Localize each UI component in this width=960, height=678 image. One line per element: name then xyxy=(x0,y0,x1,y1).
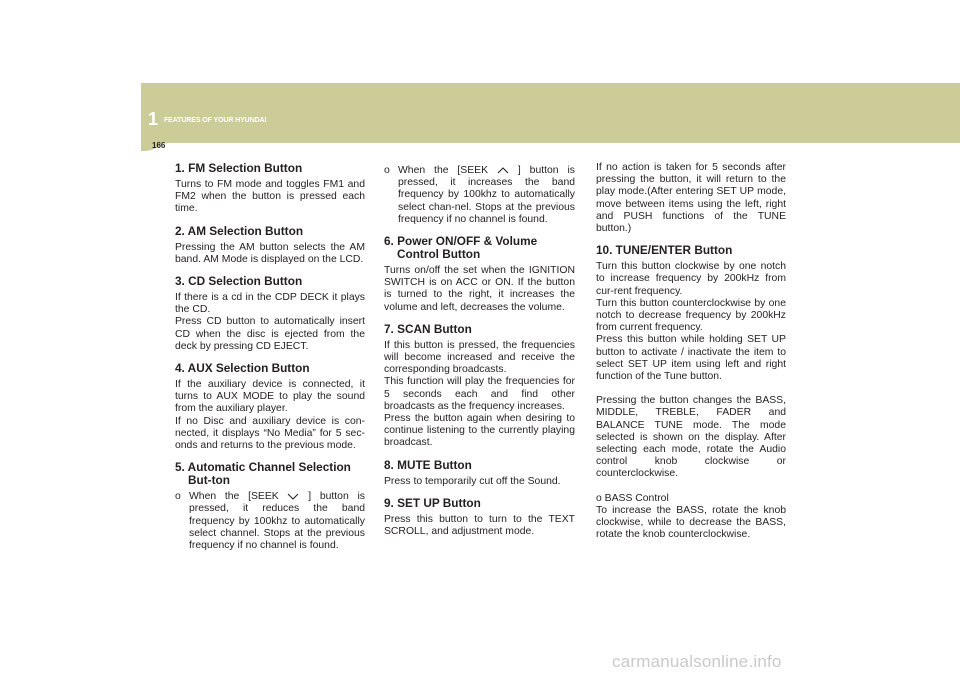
column-2 xyxy=(384,165,575,538)
scan-text-2: This function will play the frequencies for 5 seconds each and find other broadcasts as the frequency increases. xyxy=(384,376,575,412)
column-3 xyxy=(596,162,786,541)
scan-text: If this button is pressed, the frequencies will become increased and receive the corresponding broadcasts. xyxy=(384,339,575,376)
mute-text: Press to temporarily cut off the Sound. xyxy=(384,475,561,487)
fm-text: Turns to FM mode and toggles FM1 and FM2 when the button is pressed each time. xyxy=(175,179,365,215)
bullet-marker: o xyxy=(175,491,181,503)
power-text: Turns on/off the set when the IGNITION SWITCH is on ACC or ON. If the button is turned to the right, it increases the volume and left, decreases the volume. xyxy=(384,265,575,313)
mute-title: 8. MUTE Button xyxy=(384,457,472,472)
fm-title: 1. FM Selection Button xyxy=(175,161,303,175)
cd-text-2: Press CD button to automatically insert CD when the disc is ejected from the deck by pressing CD EJECT. xyxy=(175,316,365,352)
scan-text-3: Press the button again when desiring to continue listening to the currently playing broadcast. xyxy=(384,413,575,449)
seek-up-pre: When the [SEEK xyxy=(398,165,489,176)
chevron-down-icon xyxy=(287,492,299,501)
seek-up-post: ] button is pressed, it increases the band frequency by 100khz to automatically select chan-nel. Stops at the previous frequency if no channel is found. xyxy=(398,165,575,225)
setup-return-text: If no action is taken for 5 seconds after pressing the button, it will return to the play mode.(After entering SET UP mode, move between items using the left, right and PUSH functions of the TUNE button.) xyxy=(596,162,786,235)
setup-text: Press this button to turn to the TEXT SCROLL, and adjustment mode. xyxy=(384,513,575,538)
tune-text-2: Turn this button counterclockwise by one notch to decrease frequency by 200kHz from current frequency. xyxy=(596,297,786,334)
am-text: Pressing the AM button selects the AM band. AM Mode is displayed on the LCD. xyxy=(175,241,365,265)
cd-text: If there is a cd in the CDP DECK it plays the CD. xyxy=(175,292,365,316)
aux-title: 4. AUX Selection Button xyxy=(175,361,310,376)
auto-channel-title: 5. Automatic Channel Selection But-ton xyxy=(175,460,351,488)
tune-text: Turn this button clockwise by one notch to increase frequency by 200kHz from cur-rent frequency. xyxy=(596,261,786,297)
mode-text: Pressing the button changes the BASS, MIDDLE, TREBLE, FADER and BALANCE TUNE mode. The mode selected is shown on the display. After selecting each mode, rotate the Audio control knob clockwise or counterclockwise. xyxy=(596,395,786,480)
cd-title: 3. CD Selection Button xyxy=(175,274,303,289)
seek-down-pre: When the [SEEK xyxy=(189,491,279,503)
am-title: 2. AM Selection Button xyxy=(175,223,304,238)
column-1 xyxy=(175,162,365,552)
power-title: 6. Power ON/OFF & Volume Control Button xyxy=(384,234,538,262)
chapter-title: FEATURES OF YOUR HYUNDAI xyxy=(164,117,267,124)
page-number: 166 xyxy=(152,141,166,150)
bullet-marker: o xyxy=(384,165,390,176)
bass-text: To increase the BASS, rotate the knob clockwise, while to decrease the BASS, rotate the knob counterclockwise. xyxy=(596,504,786,541)
aux-text-2: If no Disc and auxiliary device is con-nected, it displays “No Media” for 5 sec-onds and returns to the previous mode. xyxy=(175,415,365,452)
tune-text-3: Press this button while holding SET UP button to activate / inactivate the item to select SET UP item using left and right function of the Tune button. xyxy=(596,334,786,383)
seek-down-item xyxy=(175,491,365,552)
scan-title: 7. SCAN Button xyxy=(384,321,472,336)
setup-title: 9. SET UP Button xyxy=(384,495,481,510)
tune-title: 10. TUNE/ENTER Button xyxy=(596,243,733,258)
seek-down-post: ] button is pressed, it reduces the band frequency by 100khz to automatically select channel. Stops at the previous frequency if no channel is found. xyxy=(189,491,365,552)
watermark: carmanualsonline.info xyxy=(612,652,782,671)
aux-text: If the auxiliary device is connected, it turns to AUX MODE to play the sound from the auxiliary player. xyxy=(175,379,365,415)
bass-label: o BASS Control xyxy=(596,492,669,504)
seek-up-item xyxy=(384,165,575,226)
chapter-number: 1 xyxy=(148,109,159,129)
header-band xyxy=(141,83,960,143)
chevron-up-icon xyxy=(497,166,509,175)
